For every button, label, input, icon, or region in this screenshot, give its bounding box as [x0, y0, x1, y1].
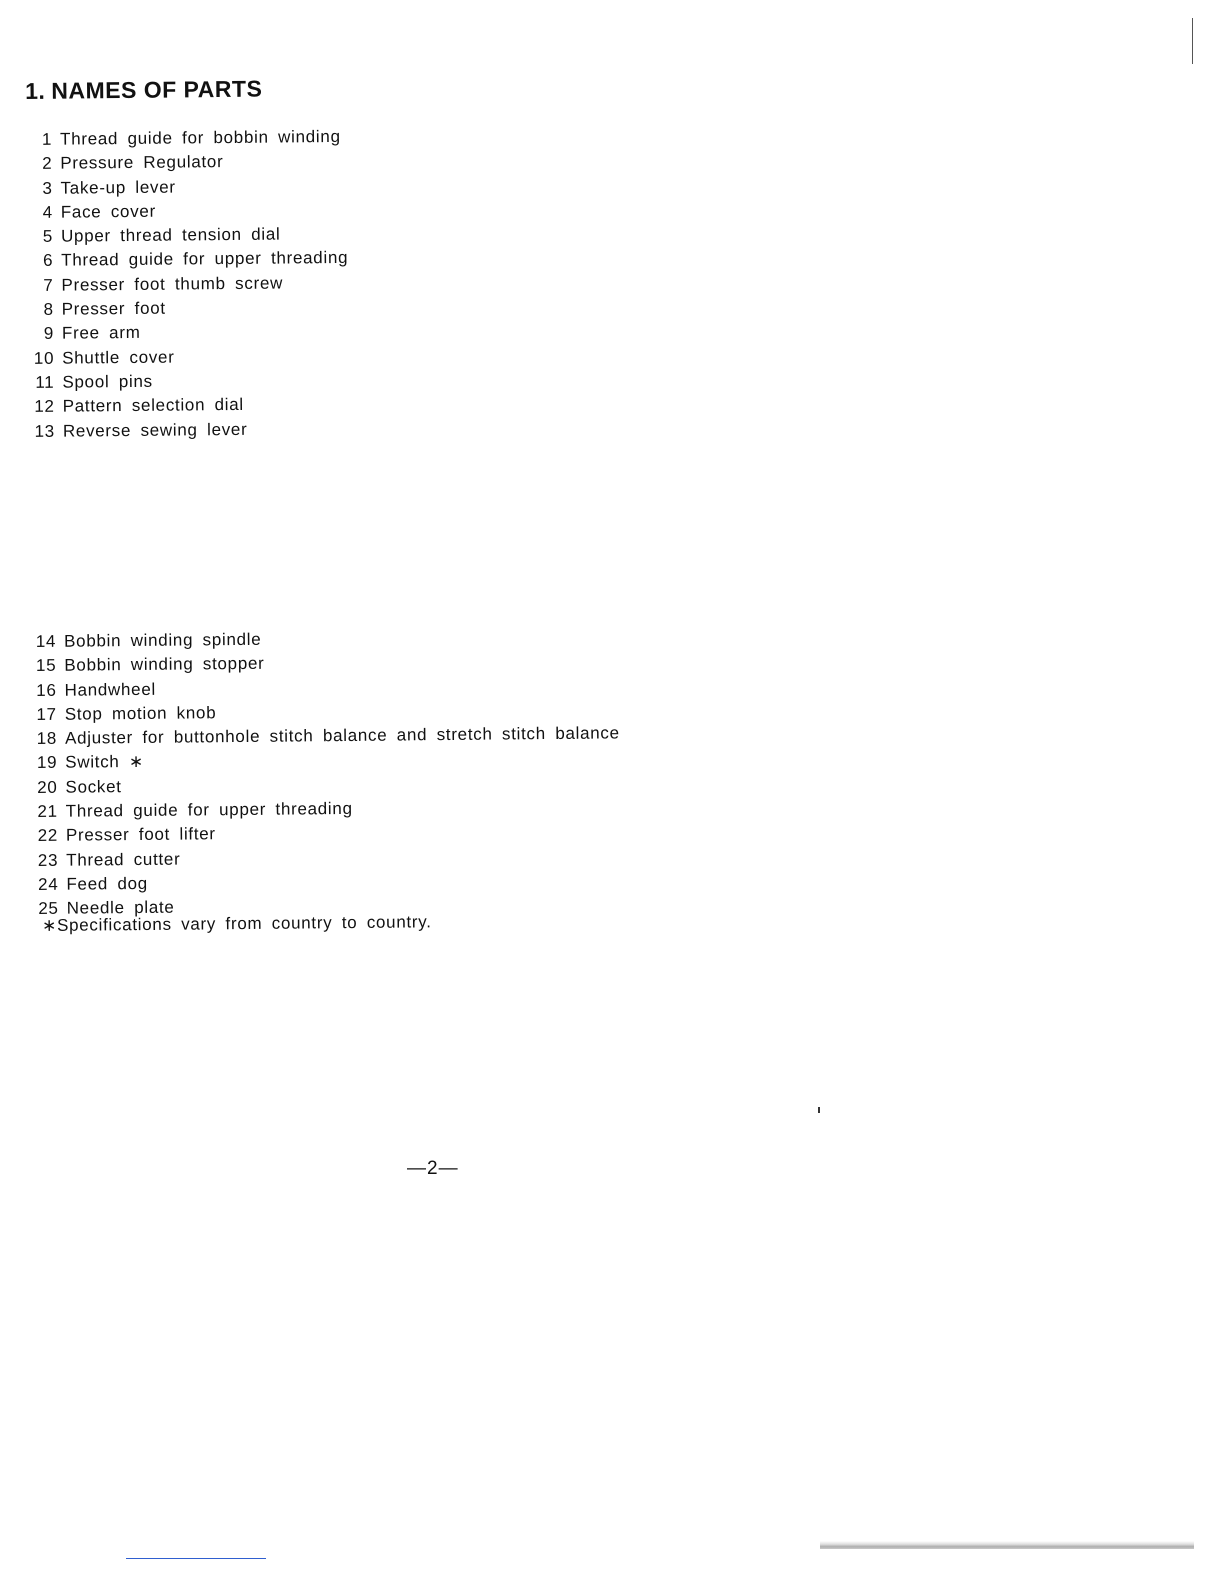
part-number: 22 [37, 826, 59, 846]
part-name: Thread cutter [66, 849, 181, 870]
part-number: 1 [41, 129, 53, 149]
part-number: 23 [37, 850, 59, 870]
part-number: 24 [38, 874, 59, 894]
part-number: 8 [43, 299, 54, 319]
part-name: Free arm [61, 323, 141, 344]
part-number: 18 [36, 728, 58, 749]
part-number: 7 [43, 275, 54, 295]
part-name: Presser foot [61, 298, 166, 319]
part-name: Feed dog [66, 873, 148, 894]
part-number: 2 [42, 154, 53, 174]
part-number: 5 [42, 226, 54, 247]
part-number: 16 [36, 680, 57, 700]
part-name: Pattern selection dial [62, 395, 244, 416]
part-item [24, 175, 347, 202]
part-name: Reverse sewing lever [62, 419, 248, 441]
part-name: Shuttle cover [62, 347, 175, 368]
part-number: 13 [34, 421, 55, 441]
part-name: Take-up lever [60, 177, 176, 198]
part-item [24, 151, 347, 178]
part-name: Adjuster for buttonhole stitch balance and stretch stitch balance [64, 723, 620, 748]
specifications-footnote: ∗Specifications vary from country to country. [42, 912, 432, 935]
part-item [26, 321, 349, 348]
part-name: Bobbin winding stopper [64, 654, 265, 675]
part-item [27, 394, 350, 421]
part-number: 19 [36, 753, 58, 773]
part-name: Presser foot thumb screw [61, 273, 284, 295]
part-name: Thread guide for upper threading [61, 248, 349, 271]
part-number: 17 [36, 704, 57, 724]
part-name: Stop motion knob [64, 703, 217, 724]
part-item [25, 248, 348, 275]
scan-speck [818, 1107, 820, 1113]
section-heading [25, 76, 262, 105]
part-number: 3 [42, 178, 53, 198]
parts-list-bottom [32, 626, 622, 923]
part-name: Needle plate [66, 897, 175, 918]
part-item [27, 418, 350, 445]
part-name: Socket [65, 776, 122, 797]
part-number: 15 [35, 656, 57, 676]
parts-list-top [24, 127, 350, 446]
page-number: —2— [407, 1158, 459, 1179]
part-name: Switch ∗ [65, 752, 144, 773]
part-item [26, 297, 349, 324]
part-number: 4 [42, 202, 53, 222]
part-name: Thread guide for bobbin winding [59, 126, 341, 149]
part-name: Spool pins [62, 371, 153, 392]
part-number: 20 [37, 777, 58, 797]
part-name: Handwheel [64, 679, 157, 700]
part-item [25, 224, 348, 251]
part-name: Upper thread tension dial [60, 224, 281, 246]
part-number: 10 [33, 348, 55, 368]
part-number: 21 [37, 801, 58, 822]
part-number: 9 [43, 324, 55, 344]
part-name: Thread guide for upper threading [65, 799, 353, 821]
part-item [24, 127, 347, 154]
part-name: Bobbin winding spindle [63, 629, 262, 651]
part-item [26, 346, 349, 373]
part-name: Pressure Regulator [60, 152, 224, 173]
part-name: Presser foot lifter [65, 824, 216, 846]
part-number: 6 [43, 251, 54, 271]
section-title: NAMES OF PARTS [51, 75, 263, 104]
section-number: 1. [25, 77, 46, 104]
part-number: 11 [35, 372, 55, 392]
part-item [25, 273, 348, 300]
part-number: 14 [35, 631, 57, 651]
scan-edge-mark [1192, 18, 1193, 64]
part-number: 12 [34, 396, 55, 417]
scan-edge-line [126, 1558, 266, 1559]
part-number: 25 [38, 899, 59, 919]
part-item [26, 370, 349, 397]
part-name: Face cover [60, 201, 156, 222]
scan-edge-shadow [820, 1541, 1194, 1549]
part-item [25, 200, 348, 227]
